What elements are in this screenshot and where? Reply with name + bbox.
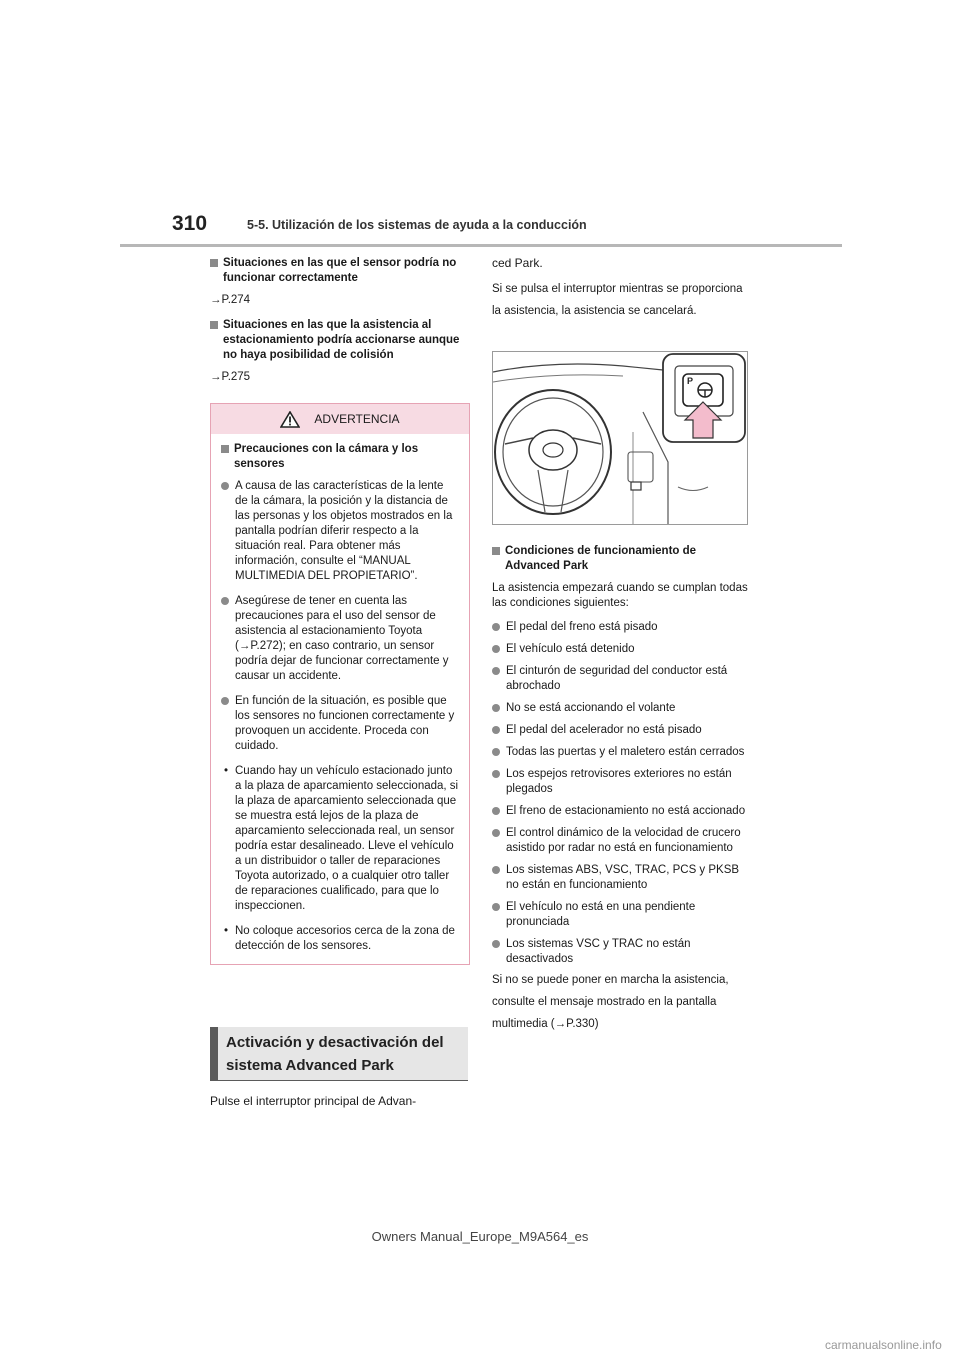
- page-reference[interactable]: →P.275: [210, 371, 251, 383]
- warning-subheading: Precauciones con la cámara y los sensores: [221, 442, 459, 472]
- watermark: carmanualsonline.info: [825, 1338, 942, 1352]
- section-title: 5-5. Utilización de los sistemas de ayuda a la conducción: [247, 218, 587, 232]
- condition-item: El pedal del freno está pisado: [492, 620, 752, 635]
- warning-item: A causa de las características de la lente de la cámara, la posición y la distancia de las personas y los objetos mostrados en la pantalla podrían diferir respecto a la situación real. Para obtener más información, consulte el “MANUAL MULTIMEDIA DEL PROPIETARIO”.: [221, 479, 459, 584]
- warning-item: Asegúrese de tener en cuenta las precauciones para el uso del sensor de asistencia al estacionamiento Toyota (→P.272); en caso contrario, un sensor podría dejar de funcionar correctamente y causar un accidente.: [221, 594, 459, 684]
- condition-item: El vehículo no está en una pendiente pronunciada: [492, 900, 752, 930]
- warning-item: En función de la situación, es posible que los sensores no funcionen correctamente y provoquen un accidente. Proceda con cuidado.: [221, 694, 459, 754]
- closing-paragraph: Si no se puede poner en marcha la asistencia, consulte el mensaje mostrado en la pantalla multimedia (→P.330): [492, 974, 729, 1030]
- warning-box: [210, 403, 470, 965]
- condition-item: El control dinámico de la velocidad de crucero asistido por radar no está en funcionamiento: [492, 826, 752, 856]
- subheading-false-activation: Situaciones en las que la asistencia al estacionamiento podría accionarse aunque no haya posibilidad de colisión: [210, 318, 470, 363]
- body-paragraph-continued: ced Park.: [492, 256, 543, 270]
- condition-item: El vehículo está detenido: [492, 642, 752, 657]
- header-rule: [120, 244, 842, 247]
- warning-bullet: • Cuando hay un vehículo estacionado junto a la plaza de aparcamiento seleccionada, si la plaza de aparcamiento seleccionada que se muestra está lejos de la plaza de aparcamiento seleccionada real, un sensor podría estar desalineado. Lleve el vehículo a un distribuidor o taller de reparaciones Toyota autorizado, o a cualquier otro taller de reparaciones cualificado, para que lo inspeccionen.: [221, 764, 459, 914]
- body-paragraph: Pulse el interruptor principal de Advan-: [210, 1094, 417, 1108]
- page-reference[interactable]: →P.274: [210, 294, 251, 306]
- condition-item: No se está accionando el volante: [492, 701, 752, 716]
- warning-triangle-icon: [280, 411, 300, 428]
- page-number: 310: [172, 212, 208, 235]
- condition-item: Los espejos retrovisores exteriores no están plegados: [492, 767, 752, 797]
- subheading-sensor-situations: Situaciones en las que el sensor podría no funcionar correctamente: [210, 256, 470, 286]
- condition-item: Los sistemas VSC y TRAC no están desactivados: [492, 937, 752, 967]
- warning-title: ADVERTENCIA: [314, 412, 400, 426]
- condition-item: El pedal del acelerador no está pisado: [492, 723, 752, 738]
- body-paragraph: Si se pulsa el interruptor mientras se proporciona la asistencia, la asistencia se cancelará.: [492, 283, 743, 317]
- subheading-conditions: Condiciones de funcionamiento de Advanced Park: [492, 544, 752, 574]
- warning-header: [211, 404, 469, 434]
- condition-item: El freno de estacionamiento no está accionado: [492, 804, 752, 819]
- conditions-block: [492, 544, 752, 1035]
- condition-item: Todas las puertas y el maletero están cerrados: [492, 745, 752, 760]
- footer-manual-id: Owners Manual_Europe_M9A564_es: [371, 1229, 589, 1244]
- left-column: [210, 256, 470, 965]
- condition-item: Los sistemas ABS, VSC, TRAC, PCS y PKSB no están en funcionamiento: [492, 863, 752, 893]
- conditions-intro: La asistencia empezará cuando se cumplan todas las condiciones siguientes:: [492, 582, 748, 609]
- dashboard-drawing: [493, 352, 747, 524]
- section-heading-advanced-park: Activación y desactivación del sistema Advanced Park: [210, 1027, 468, 1081]
- dashboard-illustration: [492, 351, 748, 525]
- parking-switch-label: P: [687, 376, 694, 386]
- warning-bullet: • No coloque accesorios cerca de la zona de detección de los sensores.: [221, 924, 459, 954]
- condition-item: El cinturón de seguridad del conductor está abrochado: [492, 664, 752, 694]
